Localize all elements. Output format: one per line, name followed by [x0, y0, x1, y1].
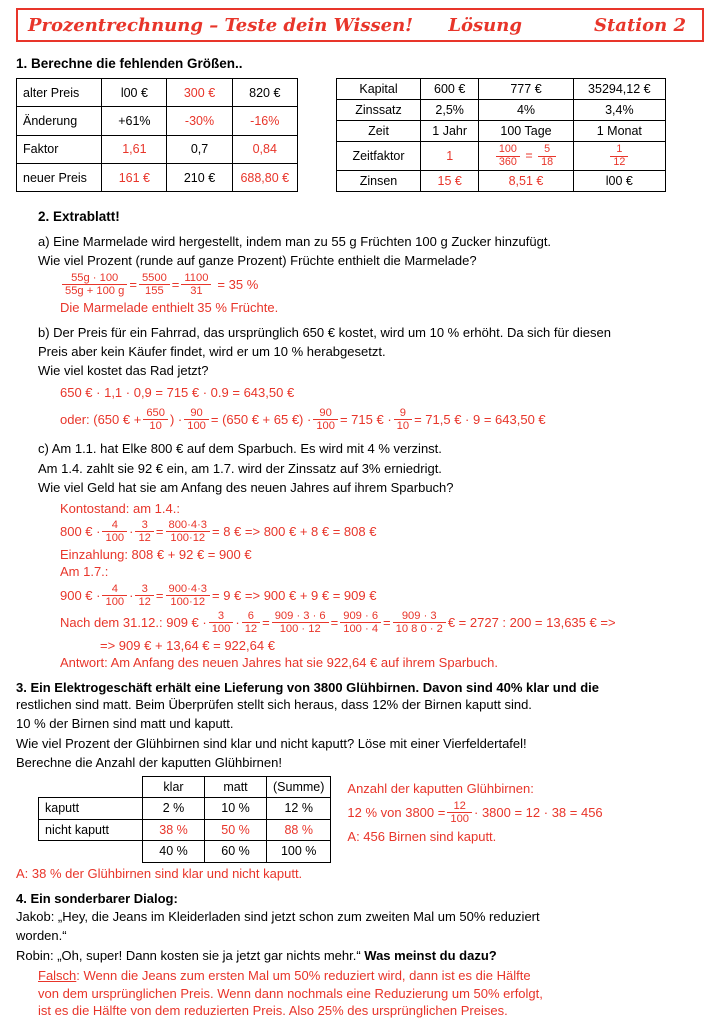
- section-3-heading: 3. Ein Elektrogeschäft erhält eine Lieferung von 3800 Glühbirnen. Davon sind 40% klar und die: [16, 680, 599, 696]
- answer-line3: ist es die Hälfte von dem reduzierten Preis. Also 25% des ursprünglichen Preises.: [38, 1003, 508, 1019]
- fraction: $\frac{12}{100}$: [447, 800, 472, 825]
- einzahlung-line: Einzahlung: 808 € + 92 € = 900 €: [60, 547, 252, 563]
- cell: 777 €: [479, 79, 573, 100]
- result: = 35 %: [217, 277, 259, 293]
- fraction: $\frac{9}{10}$: [394, 407, 412, 432]
- fraction: $\frac{909 \cdot 6}{100 \cdot 4}$: [340, 610, 381, 635]
- table-row: [337, 100, 666, 121]
- cell: -30%: [167, 107, 232, 135]
- section-4-heading: 4. Ein sonderbarer Dialog:: [16, 891, 178, 907]
- kontostand-label: Kontostand: am 1.4.:: [60, 500, 180, 516]
- expr-part: 12 % von 3800 =: [347, 805, 446, 821]
- solution-label: Lösung: [448, 14, 522, 36]
- dialog-robin-text: Robin: „Oh, super! Dann kosten sie ja jetzt gar nichts mehr.“: [16, 947, 365, 963]
- row-label: [39, 841, 143, 863]
- cell: 12 %: [267, 798, 331, 820]
- cell: 40 %: [143, 841, 205, 863]
- task-2c-line2: Am 1.4. zahlt sie 92 € ein, am 1.7. wird der Zinssatz auf 3% erniedrigt.: [38, 460, 442, 476]
- calc-line-800: [60, 519, 704, 544]
- fraction: $\frac{1100}{31}$: [181, 272, 211, 297]
- cell: [479, 142, 573, 171]
- expr-part: ) ·: [169, 412, 183, 428]
- fraction: $\frac{909 \cdot 3}{10 8 0 \cdot 2}$: [393, 610, 446, 635]
- am-1-7-label: Am 1.7.:: [60, 564, 109, 580]
- expr-part: 800 € ·: [60, 524, 101, 540]
- section-1-heading: 1. Berechne die fehlenden Größen..: [16, 56, 243, 71]
- task-2b-line3: Wie viel kostet das Rad jetzt?: [38, 362, 209, 378]
- expr-part: = (650 € + 65 €) ·: [210, 412, 312, 428]
- fraction: $\frac{90}{100}$: [184, 407, 209, 432]
- cell: 60 %: [205, 841, 267, 863]
- section-3-line5: Berechne die Anzahl der kaputten Glühbirnen!: [16, 754, 282, 770]
- cell: 2,5%: [421, 100, 479, 121]
- row-label: Kapital: [337, 79, 421, 100]
- operator: ·: [235, 614, 240, 630]
- cell: 50 %: [205, 819, 267, 841]
- operator: ·: [129, 524, 134, 540]
- task-2a-line1: a) Eine Marmelade wird hergestellt, indem man zu 55 g Früchten 100 g Zucker hinzufügt.: [38, 234, 552, 250]
- cell: 1 Monat: [573, 121, 665, 142]
- expr-part: = 715 € ·: [339, 412, 392, 428]
- task-2c-line3: Wie viel Geld hat sie am Anfang des neuen Jahres auf ihrem Sparbuch?: [38, 479, 454, 495]
- corner-cell: [39, 776, 143, 798]
- fraction: $\frac{6}{12}$: [242, 610, 260, 635]
- page-title: Prozentrechnung – Teste dein Wissen!: [28, 14, 414, 36]
- vierfeldertafel: [38, 776, 331, 863]
- cell: 15 €: [421, 171, 479, 192]
- fraction: $\frac{55g \cdot 100}{55g + 100 g}$: [62, 272, 127, 297]
- falsch-label: Falsch: [38, 968, 77, 984]
- table-row: [337, 79, 666, 100]
- fraction: $\frac{1}{12}$: [610, 144, 628, 168]
- dialog-jakob-line2: worden.“: [16, 928, 67, 944]
- expr-part: Nach dem 31.12.: 909 € ·: [60, 614, 207, 630]
- fraction: $\frac{4}{100}$: [102, 519, 127, 544]
- cell: +61%: [102, 107, 167, 135]
- section-4-answer: [16, 967, 704, 1020]
- dialog-jakob-line1: Jakob: „Hey, die Jeans im Kleiderladen sind jetzt schon zum zweiten Mal um 50% reduziert: [16, 908, 540, 924]
- table-zinsen: [336, 78, 666, 192]
- fraction: $\frac{900\cdot 4\cdot 3}{100\cdot 12}$: [166, 583, 211, 608]
- equals: =: [155, 587, 164, 603]
- fraction: $\frac{3}{12}$: [135, 583, 153, 608]
- cell: 100 Tage: [479, 121, 573, 142]
- task-2c-line1: c) Am 1.1. hat Elke 800 € auf dem Sparbuch. Es wird mit 4 % verzinst.: [38, 441, 442, 457]
- cell: 1,61: [102, 135, 167, 163]
- cell: 88 %: [267, 819, 331, 841]
- cell: l00 €: [573, 171, 665, 192]
- section-1-tables: [16, 78, 704, 192]
- task-2b-calc1: 650 € · 1,1 · 0,9 = 715 € · 0.9 = 643,50 €: [60, 385, 295, 401]
- cell: 100 %: [267, 841, 331, 863]
- row-label: Zinssatz: [337, 100, 421, 121]
- col-header: klar: [143, 776, 205, 798]
- section-4: [16, 890, 704, 1020]
- row-label: Änderung: [17, 107, 102, 135]
- cell: 8,51 €: [479, 171, 573, 192]
- cell: -16%: [232, 107, 297, 135]
- row-label: Zinsen: [337, 171, 421, 192]
- dialog-robin: [16, 947, 704, 965]
- equals: =: [330, 614, 339, 630]
- row-label: Zeitfaktor: [337, 142, 421, 171]
- task-2b-calc2: [38, 407, 704, 432]
- calc-line-900: [60, 583, 704, 608]
- cell: 210 €: [167, 163, 232, 191]
- cell: 0,7: [167, 135, 232, 163]
- cell: 1 Jahr: [421, 121, 479, 142]
- equals: =: [155, 524, 164, 540]
- result: = 9 € => 900 € + 9 € = 909 €: [212, 587, 377, 603]
- equals: =: [171, 277, 180, 293]
- side-heading: Anzahl der kaputten Glühbirnen:: [347, 780, 534, 796]
- table-row: [17, 163, 298, 191]
- operator: ·: [129, 587, 134, 603]
- result: = 71,5 € · 9 = 643,50 €: [414, 412, 546, 428]
- cell: 688,80 €: [232, 163, 297, 191]
- table-header-row: [39, 776, 331, 798]
- section-2: [16, 208, 704, 671]
- equals: =: [262, 614, 270, 630]
- fraction: $\frac{90}{100}$: [313, 407, 338, 432]
- cell: 2 %: [143, 798, 205, 820]
- station-label: Station 2: [593, 14, 686, 36]
- fraction: $\frac{4}{100}$: [102, 583, 127, 608]
- col-header: (Summe): [267, 776, 331, 798]
- task-2a-line2: Wie viel Prozent (runde auf ganze Prozent) Früchte enthielt die Marmelade?: [38, 253, 477, 269]
- cell: 820 €: [232, 79, 297, 107]
- task-2b-line1: b) Der Preis für ein Fahrrad, das ursprünglich 650 € kostet, wird um 10 % erhöht. Da sich für diesen: [38, 324, 611, 340]
- table-row: [17, 135, 298, 163]
- result: · 3800 = 12 · 38 = 456: [474, 805, 603, 821]
- fraction: $\frac{5}{18}$: [538, 144, 556, 168]
- fraction: $\frac{100}{360}$: [496, 144, 520, 168]
- fraction: $\frac{5500}{155}$: [139, 272, 170, 297]
- cell: 4%: [479, 100, 573, 121]
- section-3-side-solution: [347, 776, 602, 845]
- table-row: [39, 819, 331, 841]
- table-row-zeitfaktor: [337, 142, 666, 171]
- fraction: $\frac{3}{12}$: [135, 519, 153, 544]
- cell: 3,4%: [573, 100, 665, 121]
- calc-line-final: => 909 € + 13,64 € = 922,64 €: [100, 637, 275, 653]
- answer-line2: von dem ursprünglichen Preis. Wenn dann nochmals eine Reduzierung um 50% erfolgt,: [38, 985, 543, 1001]
- row-label: Faktor: [17, 135, 102, 163]
- cell: l00 €: [102, 79, 167, 107]
- fraction: $\frac{3}{100}$: [209, 610, 234, 635]
- answer-line1: [38, 967, 704, 985]
- table-preise: [16, 78, 298, 192]
- section-2-heading: 2. Extrablatt!: [38, 209, 120, 225]
- task-2c-solution: [38, 500, 704, 671]
- table-row: [17, 107, 298, 135]
- table-row: [39, 841, 331, 863]
- cell: 300 €: [167, 79, 232, 107]
- table-row: [337, 121, 666, 142]
- equals: =: [383, 614, 391, 630]
- title-banner: [16, 8, 704, 42]
- task-2a-answer: Die Marmelade enthielt 35 % Früchte.: [60, 299, 279, 315]
- col-header: matt: [205, 776, 267, 798]
- result: = 8 € => 800 € + 8 € = 808 €: [212, 524, 377, 540]
- fraction: $\frac{909 \cdot 3 \cdot 6}{100 \cdot 12}$: [272, 610, 329, 635]
- calc-line-3112: [60, 610, 704, 635]
- row-label: nicht kaputt: [39, 819, 143, 841]
- task-2a-calculation: [38, 272, 704, 297]
- row-label: Zeit: [337, 121, 421, 142]
- section-3-line3: 10 % der Birnen sind matt und kaputt.: [16, 716, 234, 732]
- side-calc: [347, 800, 602, 825]
- section-3-line4: Wie viel Prozent der Glühbirnen sind klar und nicht kaputt? Löse mit einer Vierfeldertafel!: [16, 735, 527, 751]
- table-row: [39, 798, 331, 820]
- fraction: $\frac{650}{10}$: [143, 407, 168, 432]
- cell: 10 %: [205, 798, 267, 820]
- task-2c-answer: Antwort: Am Anfang des neuen Jahres hat sie 922,64 € auf ihrem Sparbuch.: [60, 655, 498, 670]
- result: € = 2727 : 200 = 13,635 € =>: [447, 614, 616, 630]
- task-2b-line2: Preis aber kein Käufer findet, wird er um 10 % herabgesetzt.: [38, 343, 386, 359]
- section-3: [16, 679, 704, 882]
- row-label: alter Preis: [17, 79, 102, 107]
- equals: =: [525, 148, 533, 163]
- expr-part: 900 € ·: [60, 587, 101, 603]
- cell: [573, 142, 665, 171]
- cell: 38 %: [143, 819, 205, 841]
- answer-line1-rest: : Wenn die Jeans zum ersten Mal um 50% reduziert wird, dann ist es die Hälfte: [76, 968, 531, 984]
- cell: 600 €: [421, 79, 479, 100]
- section-3-line2: restlichen sind matt. Beim Überprüfen stellt sich heraus, dass 12% der Birnen kaputt sind.: [16, 697, 532, 713]
- section-3-answer: A: 38 % der Glühbirnen sind klar und nicht kaputt.: [16, 865, 303, 881]
- table-row: [17, 79, 298, 107]
- equals: =: [129, 277, 137, 293]
- cell: 0,84: [232, 135, 297, 163]
- side-answer: A: 456 Birnen sind kaputt.: [347, 829, 497, 845]
- expr-part: oder: (650 € +: [60, 412, 142, 428]
- row-label: kaputt: [39, 798, 143, 820]
- cell: 1: [421, 142, 479, 171]
- question-prompt: Was meinst du dazu?: [364, 947, 497, 963]
- fraction: $\frac{800\cdot 4\cdot 3}{100\cdot 12}$: [166, 519, 211, 544]
- row-label: neuer Preis: [17, 163, 102, 191]
- cell: 161 €: [102, 163, 167, 191]
- table-row: [337, 171, 666, 192]
- cell: 35294,12 €: [573, 79, 665, 100]
